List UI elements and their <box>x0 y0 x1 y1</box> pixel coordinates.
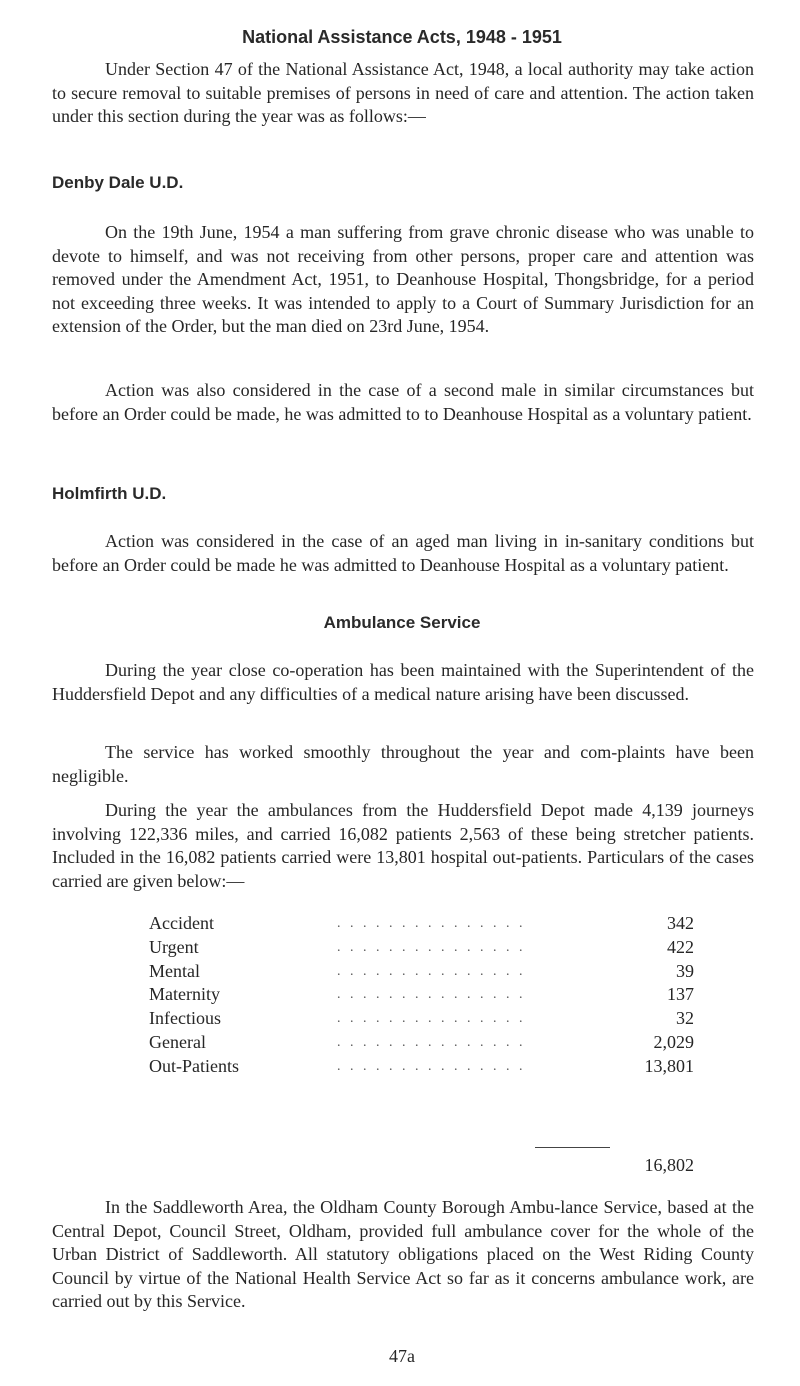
holmfirth-heading: Holmfirth U.D. <box>52 484 167 503</box>
table-row <box>149 936 694 960</box>
case-count: 32 <box>676 1008 694 1029</box>
holmfirth-paragraph: Action was considered in the case of an aged man living in in-sanitary conditions but before an Order could be made he was admitted to Deanhouse Hospital as a voluntary patient. <box>52 531 754 575</box>
saddleworth-paragraph: In the Saddleworth Area, the Oldham County Borough Ambu-lance Service, based at the Central Depot, Council Street, Oldham, provided full ambulance cover for the whole of the Urban District of Saddleworth. All statutory obligations placed on the West Riding County Council by virtue of the National Health Service Act so far as it concerns ambulance work, are carried out by this Service. <box>52 1197 754 1312</box>
denby-paragraph-1: On the 19th June, 1954 a man suffering from grave chronic disease who was unable to devote to himself, and was not receiving from other persons, proper care and attention was removed under the Amendment Act, 1951, to Deanhouse Hospital, Thongsbridge, for a period not exceeding three weeks. It was intended to apply to a Court of Summary Jurisdiction for an extension of the Order, but the man died on 23rd June, 1954. <box>52 222 754 337</box>
ambulance-paragraph-1: During the year close co-operation has been maintained with the Superintendent of the Huddersfield Depot and any difficulties of a medical nature arising have been discussed. <box>52 660 754 704</box>
leader-dots: . . . . . . . . . . . . . . . <box>337 916 526 931</box>
case-category: Out-Patients <box>149 1055 239 1076</box>
case-category: Infectious <box>149 1008 221 1029</box>
case-category: Urgent <box>149 936 199 957</box>
denby-dale-heading: Denby Dale U.D. <box>52 173 184 192</box>
denby-paragraph-2: Action was also considered in the case of a second male in similar circumstances but before an Order could be made, he was admitted to to Deanhouse Hospital as a voluntary patient. <box>52 380 754 424</box>
leader-dots: . . . . . . . . . . . . . . . <box>337 963 526 979</box>
total-rule <box>535 1147 610 1148</box>
ambulance-heading: Ambulance Service <box>323 613 481 632</box>
case-count: 39 <box>676 960 694 981</box>
case-category: General <box>149 1031 206 1052</box>
table-row <box>149 1055 694 1079</box>
cases-table <box>149 912 694 1079</box>
page-title: National Assistance Acts, 1948 - 1951 <box>242 27 562 47</box>
case-category: Accident <box>149 913 214 933</box>
table-row <box>149 960 694 984</box>
ambulance-paragraph-3: During the year the ambulances from the Huddersfield Depot made 4,139 journeys involving 122,336 miles, and carried 16,082 patients 2,563 of these being stretcher patients. Included in the 16,082 patients carried were 13,801 hospital out-patients. Particulars of the cases carried are given below:— <box>52 800 754 891</box>
table-row <box>149 983 694 1007</box>
case-count: 342 <box>667 913 694 933</box>
case-count: 137 <box>667 984 694 1005</box>
cases-total: 16,802 <box>644 1155 694 1175</box>
case-count: 2,029 <box>653 1031 694 1052</box>
case-count: 422 <box>667 936 694 957</box>
case-category: Mental <box>149 960 200 981</box>
table-row <box>149 1007 694 1031</box>
case-category: Maternity <box>149 984 220 1005</box>
ambulance-paragraph-2: The service has worked smoothly throughout the year and com-plaints have been negligible. <box>52 742 754 786</box>
case-count: 13,801 <box>644 1055 694 1076</box>
leader-dots: . . . . . . . . . . . . . . . <box>337 1058 526 1074</box>
leader-dots: . . . . . . . . . . . . . . . <box>337 987 526 1003</box>
leader-dots: . . . . . . . . . . . . . . . <box>337 1011 526 1027</box>
leader-dots: . . . . . . . . . . . . . . . <box>337 939 526 955</box>
table-row <box>149 912 694 936</box>
leader-dots: . . . . . . . . . . . . . . . <box>337 1034 526 1050</box>
page-number: 47a <box>389 1346 415 1366</box>
intro-paragraph: Under Section 47 of the National Assistance Act, 1948, a local authority may take action to secure removal to suitable premises of persons in need of care and attention. The action taken under this section during the year was as follows:— <box>52 59 754 127</box>
table-row <box>149 1031 694 1055</box>
